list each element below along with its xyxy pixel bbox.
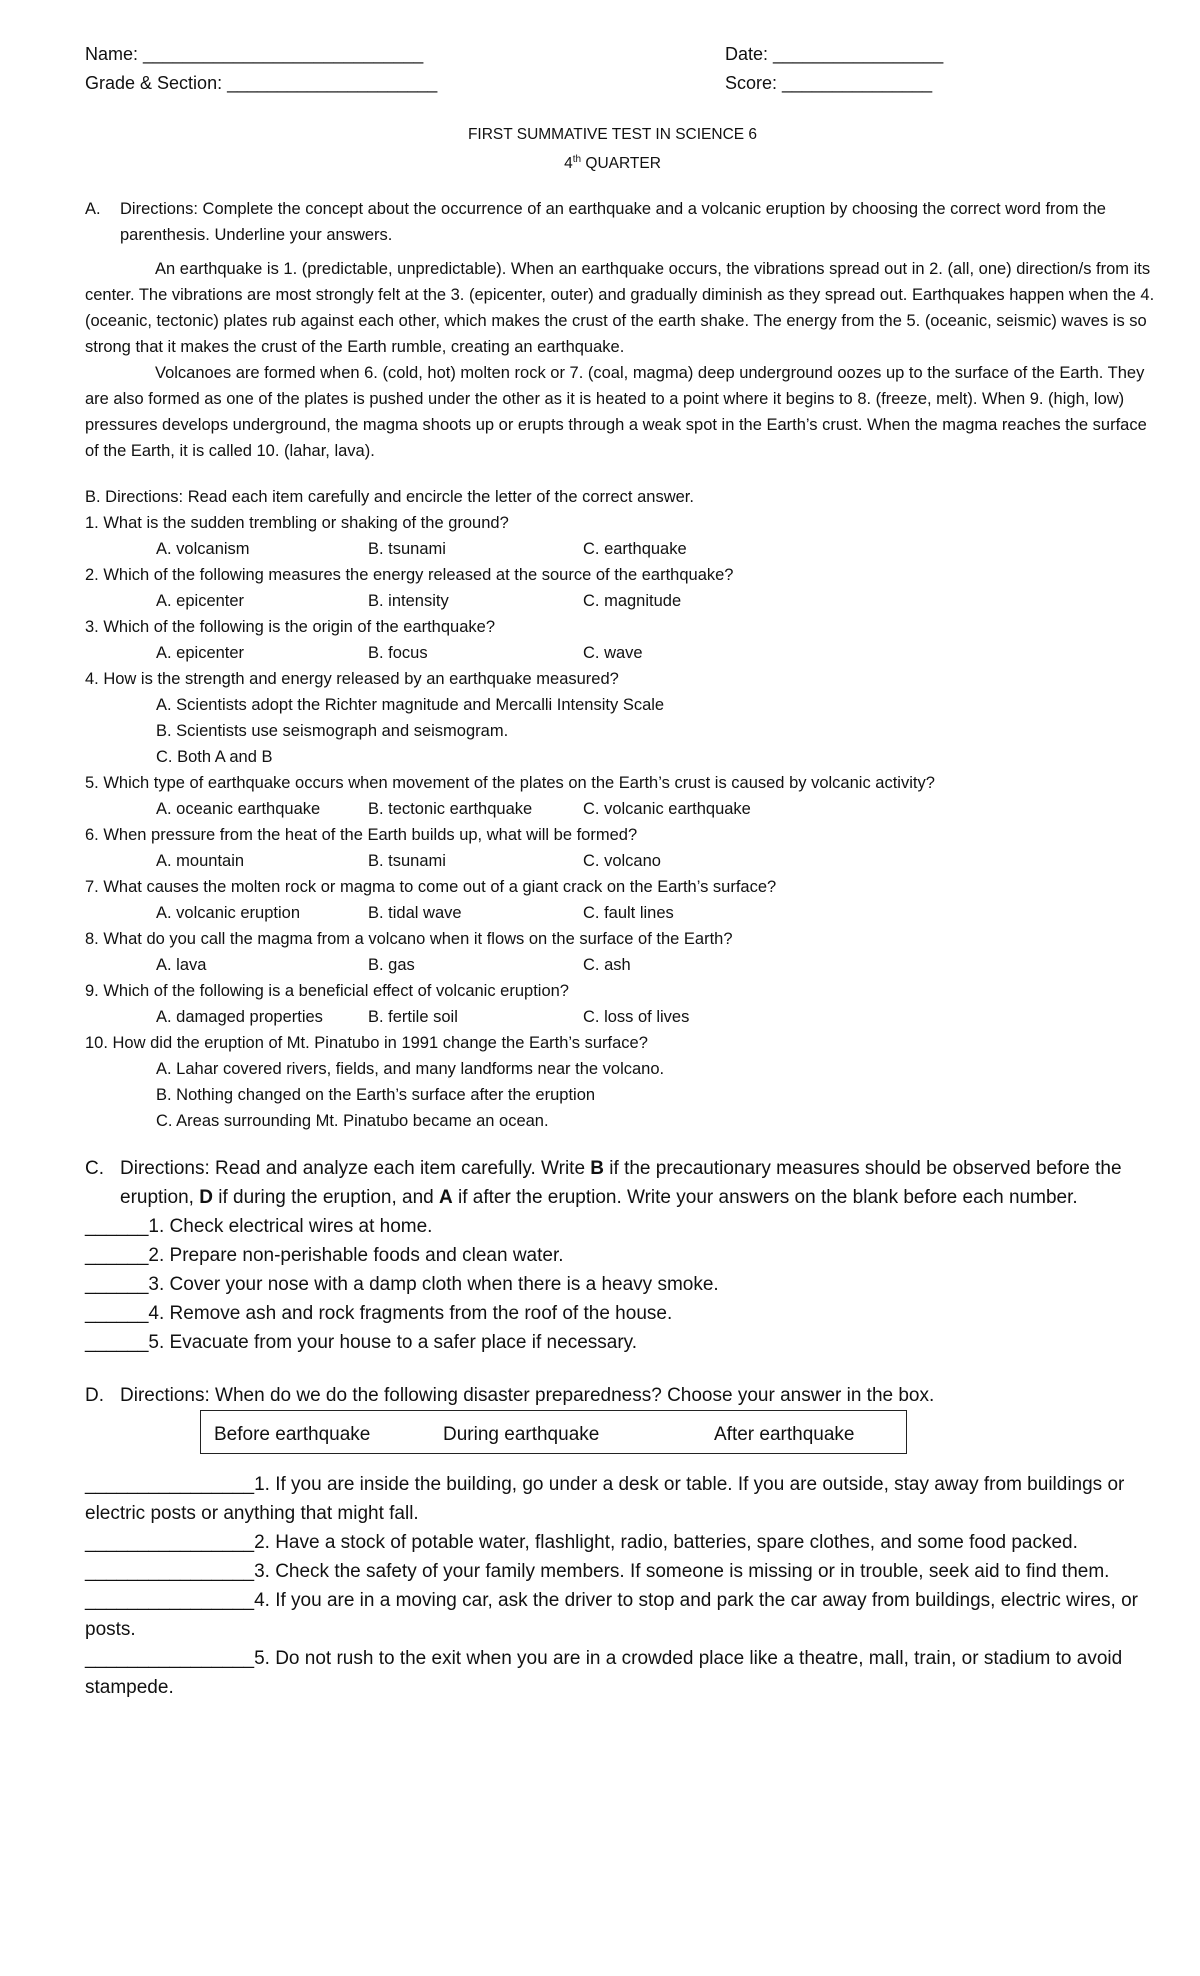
test-page (85, 44, 1160, 1702)
option-b: B. tsunami (368, 540, 446, 559)
option-c: C. wave (583, 644, 643, 663)
option-a: A. oceanic earthquake (156, 800, 321, 819)
option-b: B. intensity (368, 592, 449, 611)
choice-after: After earthquake (714, 1424, 855, 1446)
question-5-options (85, 796, 1160, 822)
choice-before: Before earthquake (214, 1424, 371, 1446)
option-b: B. tsunami (368, 852, 446, 871)
section-c-item-1: ______1. Check electrical wires at home. (85, 1216, 433, 1238)
question-8-options (85, 952, 1160, 978)
option-a: A. epicenter (156, 644, 245, 663)
section-d-label: D. (85, 1385, 104, 1407)
header-row-1 (85, 44, 1160, 73)
test-title (65, 122, 1160, 176)
option-c: C. ash (583, 956, 631, 975)
option-b: B. Nothing changed on the Earth’s surface after the eruption (156, 1086, 596, 1105)
option-c: C. Both A and B (156, 748, 273, 767)
section-b (85, 484, 1160, 1134)
option-a: A. volcanic eruption (156, 904, 300, 923)
question-3-options (85, 640, 1160, 666)
section-a-directions: A. Directions: Complete the concept about the occurrence of an earthquake and a volcanic eruption by choosing the correct word from the parenthesis. Underline your answers. (85, 196, 1160, 248)
option-a: A. mountain (156, 852, 245, 871)
question-7: 7. What causes the molten rock or magma to come out of a giant crack on the Earth’s surface? (85, 878, 777, 897)
choice-during: During earthquake (443, 1424, 600, 1446)
option-b: B. Scientists use seismograph and seismogram. (156, 722, 509, 741)
section-c-item-3: ______3. Cover your nose with a damp cloth when there is a heavy smoke. (85, 1274, 719, 1296)
option-a: A. Lahar covered rivers, fields, and many landforms near the volcano. (156, 1060, 665, 1079)
section-c (85, 1154, 1160, 1357)
name-field: Name: ____________________________ (85, 44, 424, 64)
section-d-item-4: ________________4. If you are in a moving car, ask the driver to stop and park the car away from buildings, electric wires, or posts. (85, 1590, 1138, 1641)
quarter-superscript: th (572, 154, 582, 165)
question-1-options (85, 536, 1160, 562)
section-c-item-4: ______4. Remove ash and rock fragments from the roof of the house. (85, 1303, 673, 1325)
section-c-item-5: ______5. Evacuate from your house to a safer place if necessary. (85, 1332, 638, 1354)
earthquake-paragraph: An earthquake is 1. (predictable, unpredictable). When an earthquake occurs, the vibrations spread out in 2. (all, one) direction/s from its center. The vibrations are most strongly felt at the 3. (epicenter, outer) and gradually diminish as they spread out. Earthquakes happen when the 4. (oceanic, tectonic) plates rub against each other, which makes the crust of the earth shake. The energy from the 5. (oceanic, seismic) waves is so strong that it makes the crust of the Earth rumble, creating an earthquake. (85, 260, 1155, 357)
section-d-item-1: ________________1. If you are inside the building, go under a desk or table. If you are outside, stay away from buildings or electric posts or anything that might fall. (85, 1474, 1125, 1525)
option-c: C. magnitude (583, 592, 682, 611)
option-b: B. tectonic earthquake (368, 800, 533, 819)
quarter-word: QUARTER (581, 155, 661, 173)
section-d-item-2: ________________2. Have a stock of potable water, flashlight, radio, batteries, spare clothes, and some food packed. (85, 1532, 1078, 1554)
option-c: C. volcano (583, 852, 661, 871)
question-6: 6. When pressure from the heat of the Earth builds up, what will be formed? (85, 826, 638, 845)
option-a: A. Scientists adopt the Richter magnitude and Mercalli Intensity Scale (156, 696, 665, 715)
option-a: A. volcanism (156, 540, 250, 559)
option-c: C. Areas surrounding Mt. Pinatubo became an ocean. (156, 1112, 549, 1131)
question-10: 10. How did the eruption of Mt. Pinatubo in 1991 change the Earth’s surface? (85, 1034, 648, 1053)
section-c-directions: C. Directions: Read and analyze each item carefully. Write B if the precautionary measures should be observed before the eruption, D if during the eruption, and A if after the eruption. Write your answers on the blank before each number. (85, 1154, 1160, 1212)
volcano-paragraph: Volcanoes are formed when 6. (cold, hot) molten rock or 7. (coal, magma) deep underground oozes up to the surface of the Earth. They are also formed as one of the plates is pushed under the other as it is heated to a point where it begins to 8. (freeze, melt). When 9. (high, low) pressures develops underground, the magma shoots up or erupts through a weak spot in the Earth’s crust. When the magma reaches the surface of the Earth, it is called 10. (lahar, lava). (85, 364, 1147, 461)
score-field: Score: _______________ (725, 73, 933, 93)
option-b: B. gas (368, 956, 415, 975)
section-c-label: C. (85, 1158, 104, 1180)
section-a (85, 196, 1160, 464)
option-b: B. focus (368, 644, 428, 663)
choices-box (200, 1410, 907, 1454)
option-b: B. tidal wave (368, 904, 462, 923)
title-line: FIRST SUMMATIVE TEST IN SCIENCE 6 (467, 126, 758, 143)
section-d-item-3: ________________3. Check the safety of your family members. If someone is missing or in trouble, seek aid to find them. (85, 1561, 1110, 1583)
date-field: Date: _________________ (725, 44, 944, 64)
section-b-directions: B. Directions: Read each item carefully and encircle the letter of the correct answer. (85, 488, 694, 507)
section-c-item-2: ______2. Prepare non-perishable foods and clean water. (85, 1245, 564, 1267)
question-3: 3. Which of the following is the origin of the earthquake? (85, 618, 495, 637)
grade-section-field: Grade & Section: _____________________ (85, 73, 438, 93)
question-2: 2. Which of the following measures the energy released at the source of the earthquake? (85, 566, 734, 585)
question-8: 8. What do you call the magma from a volcano when it flows on the surface of the Earth? (85, 930, 733, 949)
question-7-options (85, 900, 1160, 926)
question-6-options (85, 848, 1160, 874)
section-d (85, 1381, 1160, 1702)
option-c: C. earthquake (583, 540, 687, 559)
option-a: A. damaged properties (156, 1008, 323, 1027)
option-a: A. lava (156, 956, 207, 975)
option-a: A. epicenter (156, 592, 245, 611)
option-b: B. fertile soil (368, 1008, 458, 1027)
section-d-item-5: ________________5. Do not rush to the exit when you are in a crowded place like a theatre, mall, train, or stadium to avoid stampede. (85, 1648, 1123, 1699)
quarter-line (65, 147, 1160, 176)
question-9-options (85, 1004, 1160, 1030)
option-c: C. loss of lives (583, 1008, 690, 1027)
quarter-number: 4 (564, 155, 573, 173)
header-row-2 (85, 73, 1160, 102)
question-5: 5. Which type of earthquake occurs when movement of the plates on the Earth’s crust is caused by volcanic activity? (85, 774, 935, 793)
section-d-directions: D. Directions: When do we do the following disaster preparedness? Choose your answer in the box. (85, 1381, 1160, 1410)
option-c: C. fault lines (583, 904, 674, 923)
question-4: 4. How is the strength and energy released by an earthquake measured? (85, 670, 619, 689)
option-c: C. volcanic earthquake (583, 800, 751, 819)
question-2-options (85, 588, 1160, 614)
section-a-label: A. (85, 200, 101, 219)
question-9: 9. Which of the following is a beneficial effect of volcanic eruption? (85, 982, 569, 1001)
question-1: 1. What is the sudden trembling or shaking of the ground? (85, 514, 509, 533)
